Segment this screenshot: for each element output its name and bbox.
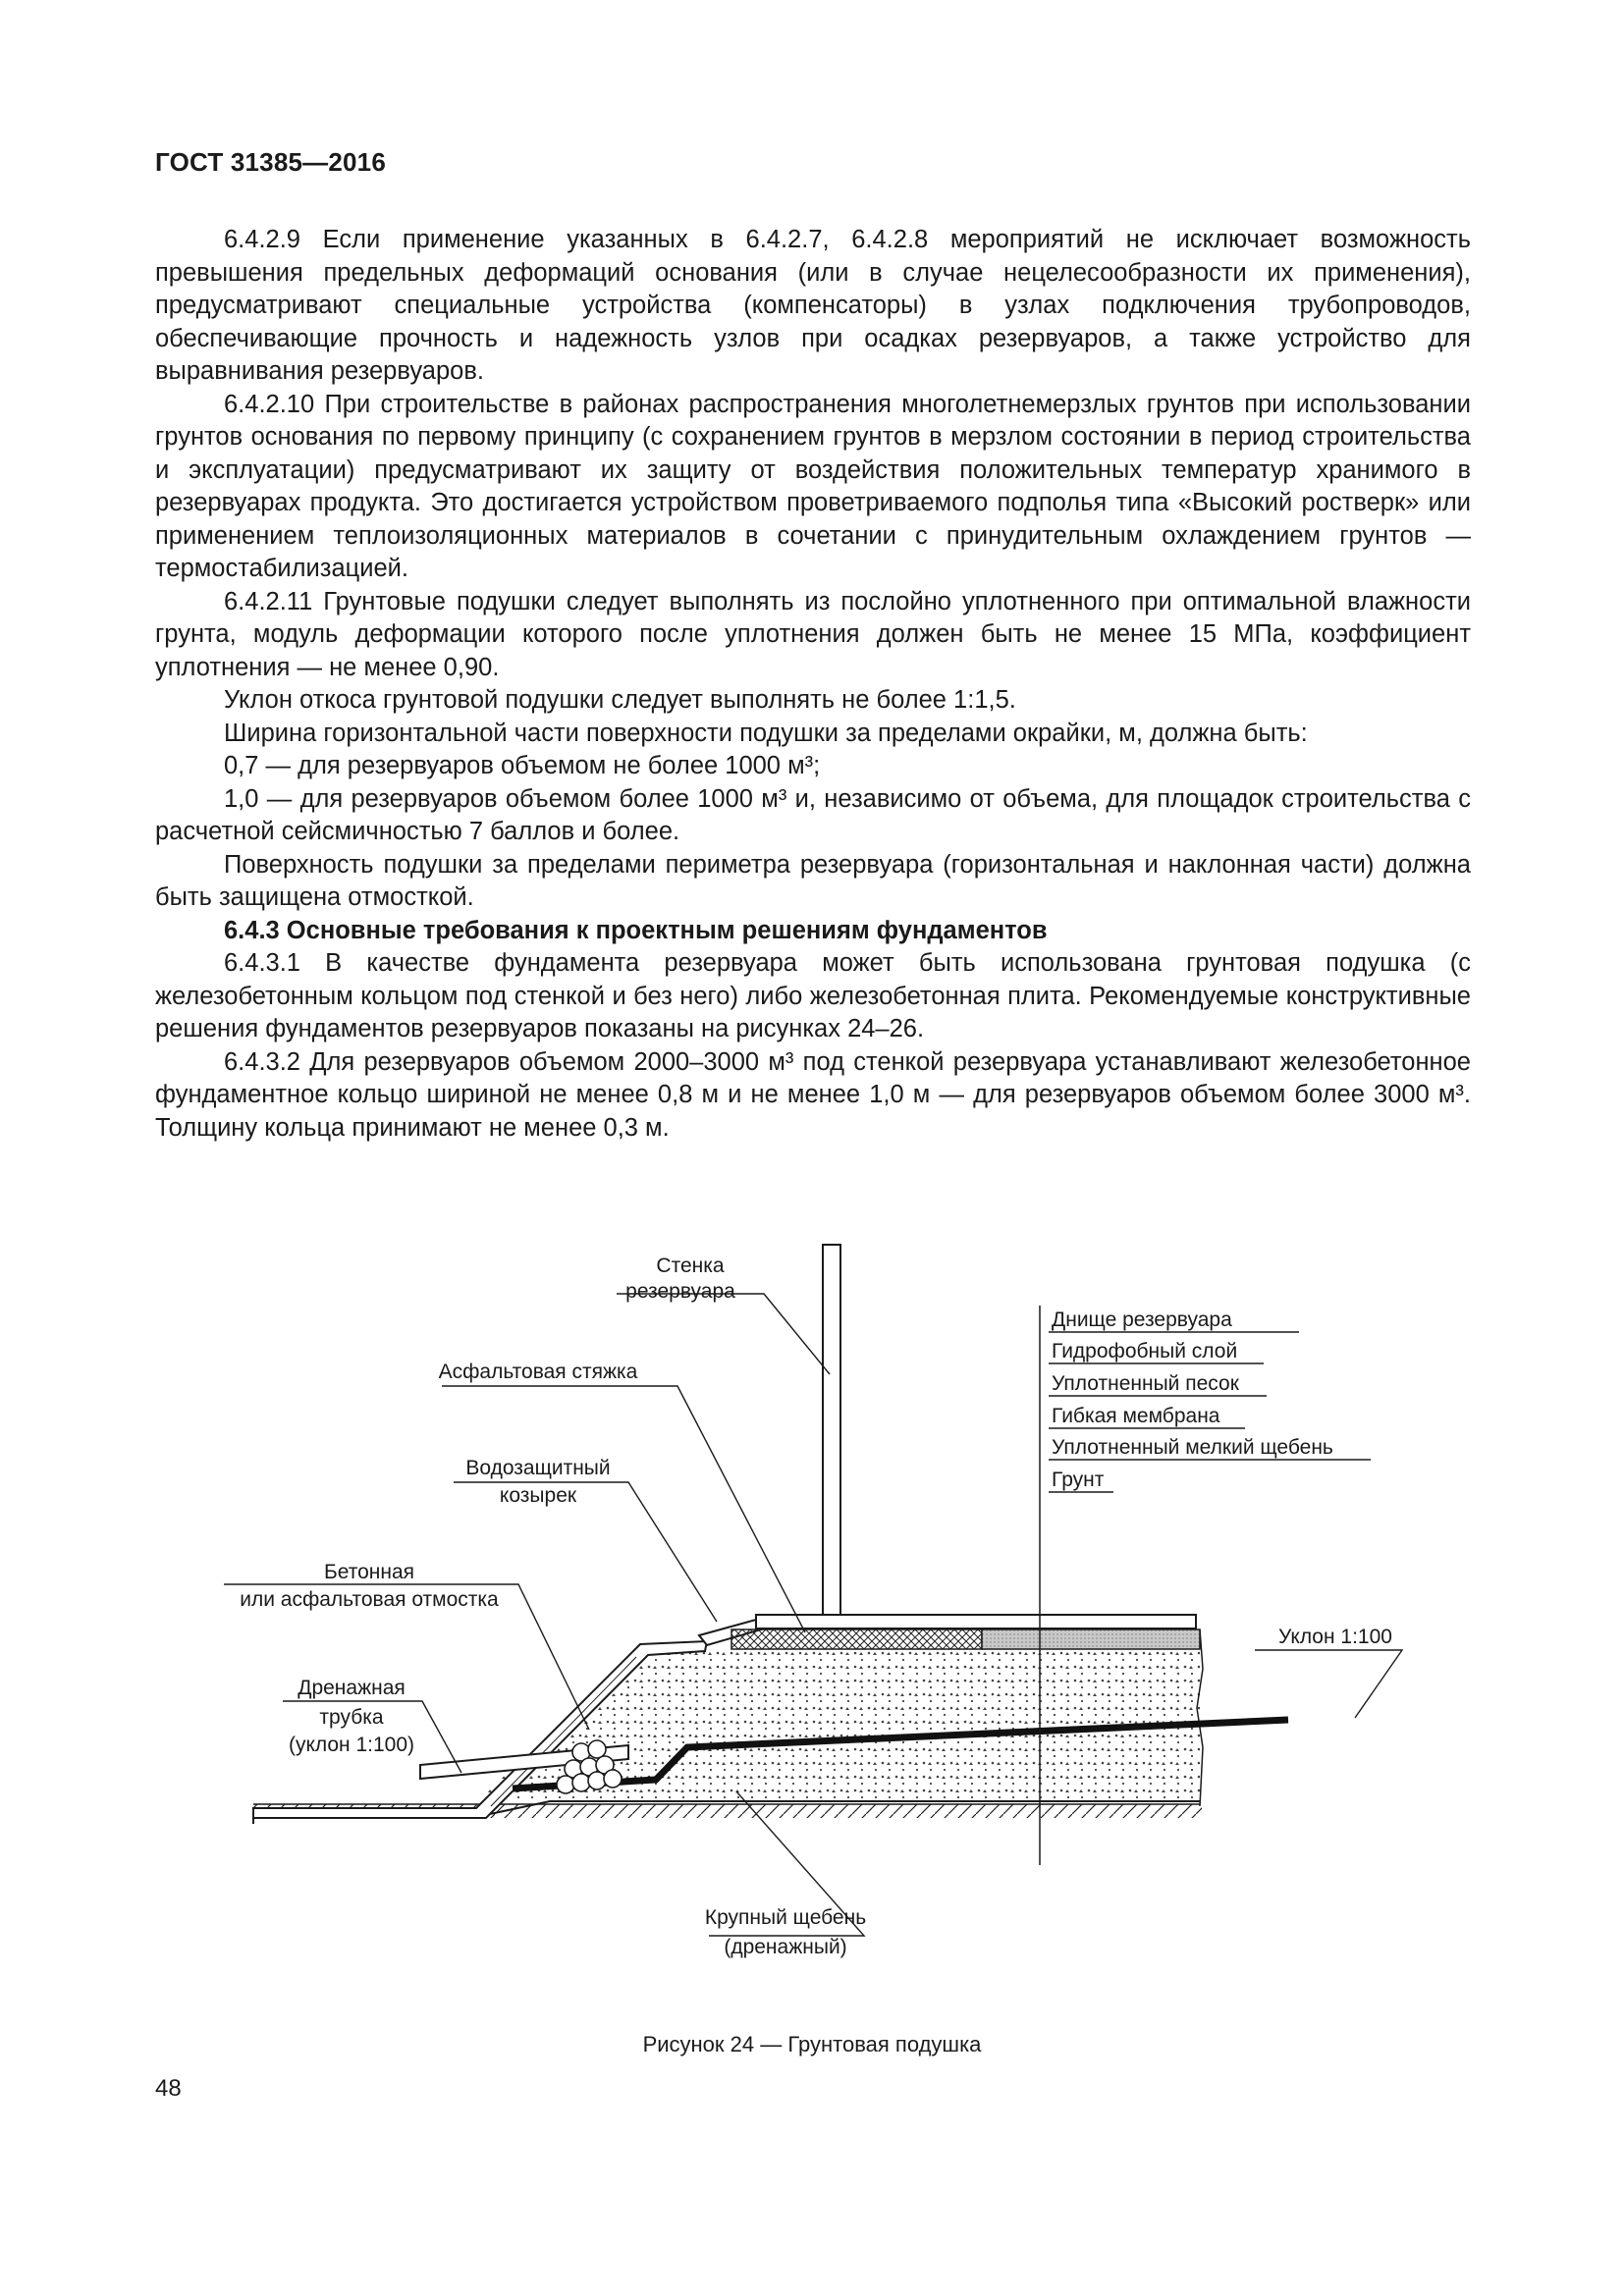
sand-layer — [982, 1629, 1200, 1649]
paragraph-width-intro: Ширина горизонтальной части поверхности подушки за пределами окрайки, м, должна быть: — [224, 719, 1308, 747]
figure-caption: Рисунок 24 — Грунтовая подушка — [642, 2032, 982, 2056]
label-visor-1: Водозащитный — [465, 1457, 611, 1479]
layer-hydrophobic: Гидрофобный слой — [1052, 1340, 1238, 1362]
paragraph-6-4-3-1: 6.4.3.1 В качестве фундамента резервуара может быть использована грунтовая подушка (с железобетонным кольцом под стенкой и без него) либо железобетонная плита. Рекомендуемые конструктивные решения фундаментов резервуаров показаны на рисунках 24–26. — [155, 949, 1471, 1042]
label-gravel-1: Крупный щебень — [704, 1906, 867, 1929]
label-visor-2: козырек — [499, 1484, 577, 1507]
page-number: 48 — [155, 2075, 182, 2102]
layer-fine-gravel: Уплотненный мелкий щебень — [1052, 1436, 1333, 1459]
paragraph-6-4-2-10: 6.4.2.10 При строительстве в районах распространения многолетнемерзлых грунтов при использовании грунтов основания по первому принципу (с сохранением грунтов в мерзлом состоянии в период строительства и эксплуатации) предусматривают их защиту от воздействия положительных температур хранимого в резервуарах продукта. Это достигается устройством проветриваемого подполья типа «Высокий ростверк» или применением теплоизоляционных материалов в сочетании с принудительным охлаждением грунтов — термостабилизацией. — [155, 390, 1471, 582]
tank-bottom — [756, 1615, 1196, 1629]
paragraph-slope-limit: Уклон откоса грунтовой подушки следует выполнять не более 1:1,5. — [224, 686, 1016, 714]
body-text — [155, 224, 1471, 1145]
section-heading-6-4-3: 6.4.3 Основные требования к проектным решениям фундаментов — [224, 916, 1048, 944]
label-blind-2: или асфальтовая отмостка — [240, 1588, 499, 1611]
tank-wall — [823, 1245, 840, 1615]
figure-24 — [0, 1217, 1624, 2081]
label-wall-1: Стенка — [656, 1255, 725, 1277]
layer-soil: Грунт — [1052, 1468, 1105, 1491]
layer-sand: Уплотненный песок — [1052, 1372, 1239, 1395]
paragraph-6-4-3-2: 6.4.3.2 Для резервуаров объемом 2000–3000 м³ под стенкой резервуара устанавливают железобетонное фундаментное кольцо шириной не менее 0,8 м и не менее 1,0 м — для резервуаров объемом более 3000 м³. Толщину кольца принимают не менее 0,3 м. — [155, 1047, 1471, 1142]
label-slope: Уклон 1:100 — [1278, 1626, 1392, 1648]
paragraph-6-4-2-9: 6.4.2.9 Если применение указанных в 6.4.2.7, 6.4.2.8 мероприятий не исключает возможность превышения предельных деформаций основания (или в случае нецелесообразности их применения), предусматривают специальные устройства (компенсаторы) в узлах подключения трубопроводов, обеспечивающие прочность и надежность узлов при осадках резервуаров, а также устройство для выравнивания резервуаров. — [155, 226, 1471, 385]
paragraph-width-1-0: 1,0 — для резервуаров объемом более 1000 м³ и, независимо от объема, для площадок строительства с расчетной сейсмичностью 7 баллов и более. — [155, 784, 1471, 845]
label-gravel-2: (дренажный) — [724, 1936, 847, 1958]
label-asphalt: Асфальтовая стяжка — [438, 1361, 638, 1383]
label-drain-3: (уклон 1:100) — [288, 1734, 415, 1756]
label-wall-2: резервуара — [625, 1280, 735, 1303]
label-blind-1: Бетонная — [323, 1561, 415, 1583]
paragraph-protection: Поверхность подушки за пределами периметра резервуара (горизонтальная и наклонная части) должна быть защищена отмосткой. — [155, 850, 1471, 911]
asphalt-screed — [731, 1629, 982, 1649]
paragraph-width-0-7: 0,7 — для резервуаров объемом не более 1000 м³; — [224, 752, 821, 779]
document-header: ГОСТ 31385—2016 — [155, 147, 386, 177]
paragraph-6-4-2-11: 6.4.2.11 Грунтовые подушки следует выполнять из послойно уплотненного при оптимальной влажности грунта, модуль деформации которого после уплотнения должен быть не менее 15 МПа, коэффициент уплотнения — не менее 0,90. — [155, 587, 1471, 681]
layer-bottom: Днище резервуара — [1052, 1308, 1232, 1331]
layer-membrane: Гибкая мембрана — [1052, 1405, 1220, 1427]
label-drain-2: трубка — [319, 1706, 384, 1729]
soil-cushion-diagram — [0, 1217, 1624, 2081]
layer-legend — [1052, 1308, 1333, 1491]
label-drain-1: Дренажная — [298, 1677, 406, 1699]
